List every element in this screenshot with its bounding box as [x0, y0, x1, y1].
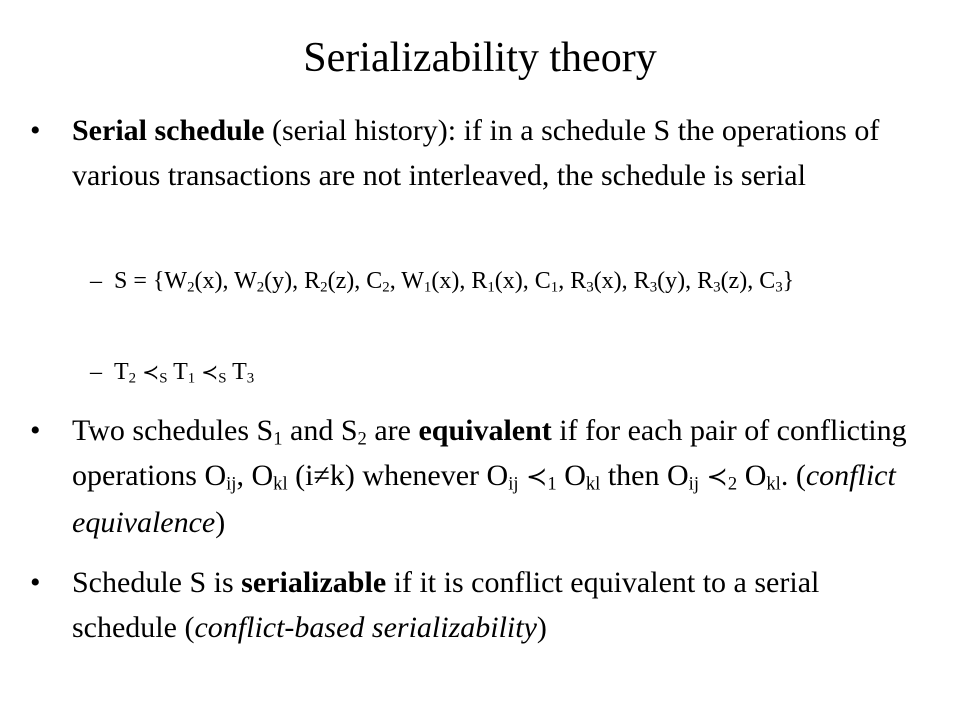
transaction-t2: $T_2$ — [114, 359, 137, 387]
schedule-suffix: } — [782, 268, 795, 294]
schedule-operations: $W_2(x)$, $W_2(y)$, $R_2(z)$, $C_2$, $W_1(x)$, $R_1(x)$, $C_1$, $R_3(x)$, $R_3(y)$, $R_3(z)$, $C_3$ — [164, 268, 783, 296]
term-conflict-equivalence: conflict equivalence — [72, 459, 896, 539]
schedule-operation: $W_2(x)$ — [164, 268, 223, 296]
precedes-subscript: S — [218, 370, 227, 387]
schedule-operation: $R_3(x)$ — [570, 268, 622, 296]
serial-schedule-definition: (serial history): if in a schedule S the operations of various transactions are not interleaved, the schedule is serial — [72, 114, 880, 192]
term-serial-schedule: Serial schedule — [72, 114, 265, 147]
bullet-icon: • — [30, 414, 41, 447]
precedes-symbol: ≺ — [142, 360, 160, 384]
term-conflict-based-serializability: conflict-based serializability — [194, 611, 537, 644]
bullet-serial-schedule — [30, 108, 922, 198]
slide-title: Serializability theory — [303, 35, 657, 81]
precedes-symbol: ≺ — [706, 462, 728, 492]
transaction-t3: $T_3$ — [232, 359, 255, 387]
bullet-equivalence: • Two schedules $S_1$ and $S_2$ are equivalent if for each pair of conflicting operations $O_{ij}$, $O_{kl}$ (i≠k) whenever $O_{ij}$ $≺_1$ $O_{kl}$ then $O_{ij}$ $≺_2$ $O_{kl}$. (conflict equivalence) — [72, 408, 922, 545]
schedule-prefix: S = { — [114, 268, 165, 294]
precedes-subscript: S — [159, 370, 168, 387]
precedes-symbol: ≺ — [201, 360, 219, 384]
schedule-operation: $W_1(x)$ — [401, 268, 460, 296]
bullet-serializable: • Schedule S is serializable if it is conflict equivalent to a serial schedule (conflict-based serializability) — [72, 560, 922, 650]
schedule-operation: $C_3$ — [759, 268, 783, 296]
precedes-symbol: ≺ — [526, 462, 548, 492]
sub-bullet-transaction-order — [90, 354, 914, 390]
schedule-operation: $R_1(x)$ — [471, 268, 523, 296]
dash-icon: – — [90, 268, 102, 294]
schedule-operation: $C_2$ — [366, 268, 390, 296]
schedule-operation: $R_3(y)$ — [633, 268, 686, 296]
bullet-icon: • — [30, 566, 41, 599]
term-equivalent: equivalent — [418, 414, 552, 447]
sub-bullet-schedule-example — [90, 263, 914, 299]
term-serializable: serializable — [241, 566, 387, 599]
transaction-t1: $T_1$ — [173, 359, 196, 387]
dash-icon: – — [90, 359, 102, 385]
schedule-operation: $R_2(z)$ — [304, 268, 355, 296]
schedule-operation: $W_2(y)$ — [234, 268, 293, 296]
bullet-icon: • — [30, 114, 41, 147]
not-equal-symbol: ≠ — [313, 459, 330, 492]
schedule-operation: $C_1$ — [534, 268, 559, 296]
schedule-operation: $R_3(z)$ — [697, 268, 748, 296]
